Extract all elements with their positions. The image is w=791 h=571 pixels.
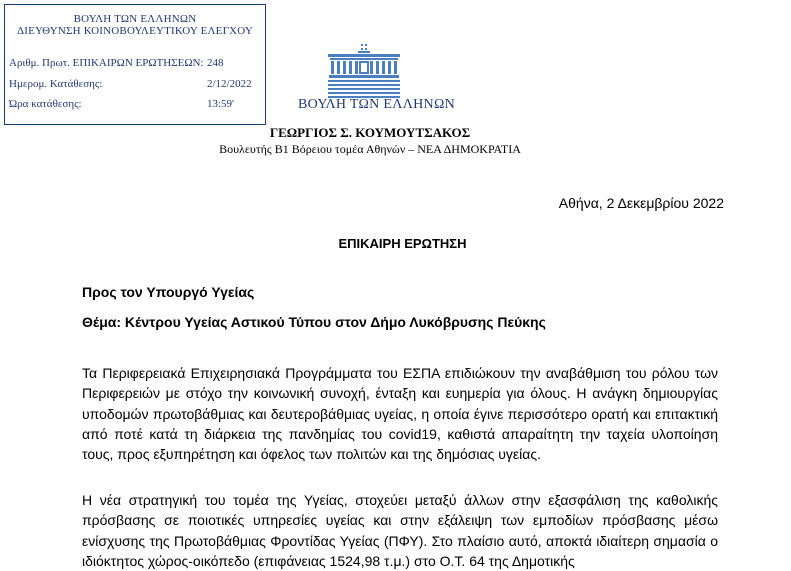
stamp-org: ΒΟΥΛΗ ΤΩΝ ΕΛΛΗΝΩΝ	[73, 13, 197, 25]
document-type-heading: ΕΠΙΚΑΙΡΗ ΕΡΩΤΗΣΗ	[338, 236, 467, 251]
parliament-name: ΒΟΥΛΗ ΤΩΝ ΕΛΛΗΝΩΝ	[298, 97, 456, 112]
recipient-line: Προς τον Υπουργό Υγείας	[82, 284, 255, 300]
parliament-building-icon	[328, 44, 400, 98]
stamp-value-date: 2/12/2022	[207, 78, 252, 90]
date-line: Αθήνα, 2 Δεκεμβρίου 2022	[558, 195, 724, 211]
author-name: ΓΕΩΡΓΙΟΣ Σ. ΚΟΥΜΟΥΤΣΑΚΟΣ	[269, 125, 471, 140]
stamp-label-protocol: Αριθμ. Πρωτ. ΕΠΙΚΑΙΡΩΝ ΕΡΩΤΗΣΕΩΝ:	[9, 57, 204, 69]
body-paragraph-2: Η νέα στρατηγική του τομέα της Υγείας, στοχεύει μεταξύ άλλων στην εξασφάλιση της καθολικής πρόσβασης σε ποιοτικές υπηρεσίες υγείας και στην εξάλειψη των εμποδίων πρόσβασης μέσω ενίσχυσης της Πρωτοβάθμιας Φροντίδας Υγείας (ΠΦΥ). Στο πλαίσιο αυτό, αποκτά ιδιαίτερη σημασία ο ιδιόκτητος χώρος-οικόπεδο (επιφάνειας 1524,98 τ.μ.) στο Ο.Τ. 64 της Δημοτικής	[82, 492, 718, 569]
stamp-value-time: 13:59'	[207, 98, 235, 110]
subject-line: Θέμα: Κέντρου Υγείας Αστικού Τύπου στον Δήμο Λυκόβρυσης Πεύκης	[82, 314, 546, 330]
protocol-stamp	[4, 4, 266, 125]
stamp-label-date: Ημερομ. Κατάθεσης:	[9, 78, 103, 90]
stamp-value-protocol: 248	[207, 57, 224, 69]
stamp-label-time: Ώρα κατάθεσης:	[9, 98, 82, 110]
author-role: Βουλευτής Β1 Βόρειου τομέα Αθηνών – ΝΕΑ ΔΗΜΟΚΡΑΤΙΑ	[219, 142, 521, 156]
body-paragraph-1: Τα Περιφερειακά Επιχειρησιακά Προγράμματα του ΕΣΠΑ επιδιώκουν την αναβάθμιση του ρόλου των Περιφερειών με στόχο την κοινωνική συνοχή, ένταξη και ευημερία για όλους. Η ανάγκη δημιουργίας υποδομών πρωτοβάθμιας και δευτεροβάθμιας υγείας, η οποία έγινε περισσότερο ορατή και επιτακτική από ποτέ κατά τη διάρκεια της πανδημίας του covid19, καθιστά απαραίτητη την ταχεία υλοποίηση τους, προς εξυπηρέτηση και όφελος των πολιτών και της δημόσιας υγείας.	[82, 365, 718, 463]
stamp-dept: ΔΙΕΥΘΥΝΣΗ ΚΟΙΝΟΒΟΥΛΕΥΤΙΚΟΥ ΕΛΕΓΧΟΥ	[16, 25, 254, 37]
